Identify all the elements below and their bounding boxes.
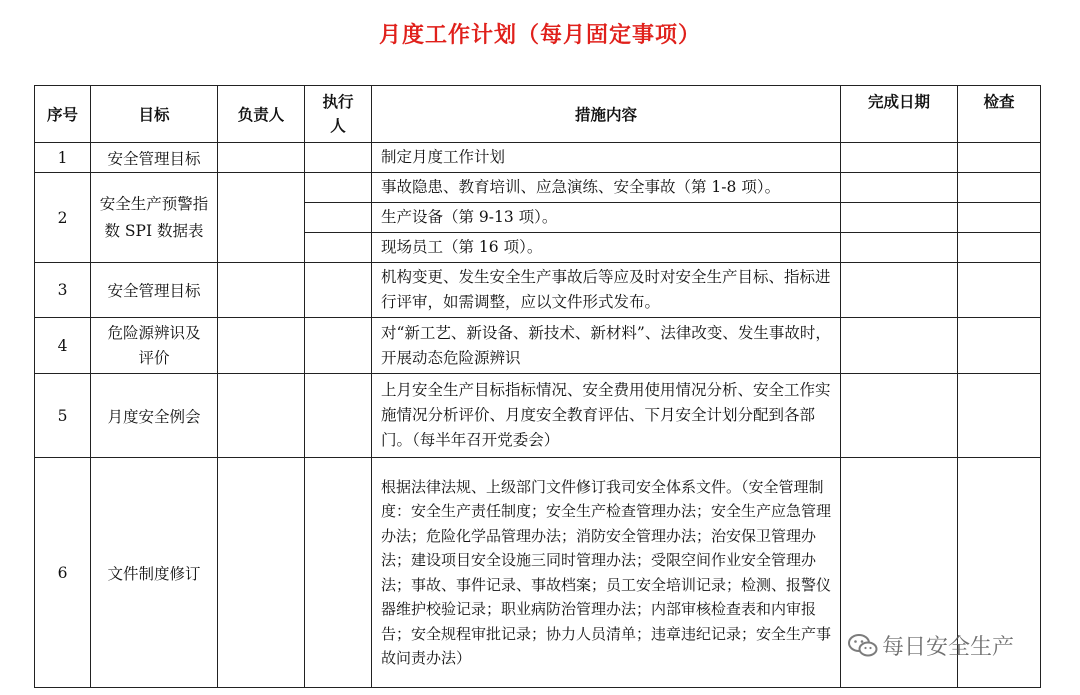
- table-row: [35, 374, 1041, 458]
- table-row: [35, 143, 1041, 173]
- row-owner: [218, 263, 305, 318]
- row-executor: [305, 173, 372, 203]
- row-executor: [305, 263, 372, 318]
- row-executor: [305, 143, 372, 173]
- row-check: [958, 318, 1041, 374]
- row-measure: 机构变更、发生安全生产事故后等应及时对安全生产目标、指标进行评审，如需调整，应以文件形式发布。: [372, 263, 841, 318]
- header-executor: 执行人: [305, 86, 372, 143]
- row-goal: 安全生产预警指数 SPI 数据表: [91, 173, 218, 263]
- header-check: 检查: [958, 86, 1041, 143]
- row-measure: 现场员工（第 16 项）。: [372, 233, 841, 263]
- row-measure: 事故隐患、教育培训、应急演练、安全事故（第 1-8 项）。: [372, 173, 841, 203]
- row-check: [958, 263, 1041, 318]
- page-title: 月度工作计划（每月固定事项）: [378, 23, 701, 48]
- row-goal: 安全管理目标: [91, 263, 218, 318]
- header-owner: 负责人: [218, 86, 305, 143]
- header-measures: 措施内容: [372, 86, 841, 143]
- header-row: [35, 86, 1041, 143]
- row-executor: [305, 458, 372, 688]
- row-measure: 根据法律法规、上级部门文件修订我司安全体系文件。（安全管理制度：安全生产责任制度；安全生产检查管理办法；安全生产应急管理办法；危险化学品管理办法；消防安全管理办法；治安保卫管理办法；建设项目安全设施三同时管理办法；受限空间作业安全管理办法；事故、事件记录、事故档案；员工安全培训记录；检测、报警仪器维护校验记录；职业病防治管理办法；内部审核检查表和内审报告；安全规程审批记录；协力人员清单；违章违纪记录；安全生产事故问责办法）: [372, 458, 841, 688]
- row-owner: [218, 458, 305, 688]
- row-owner: [218, 173, 305, 263]
- row-no: 6: [35, 458, 91, 688]
- row-executor: [305, 203, 372, 233]
- row-measure: 上月安全生产目标指标情况、安全费用使用情况分析、安全工作实施情况分析评价、月度安全教育评估、下月安全计划分配到各部门。（每半年召开党委会）: [372, 374, 841, 458]
- row-goal: 文件制度修订: [91, 458, 218, 688]
- header-goal: 目标: [91, 86, 218, 143]
- row-owner: [218, 374, 305, 458]
- row-date: [841, 203, 958, 233]
- row-executor: [305, 318, 372, 374]
- row-date: [841, 374, 958, 458]
- row-goal: 安全管理目标: [91, 143, 218, 173]
- row-check: [958, 173, 1041, 203]
- row-date: [841, 318, 958, 374]
- row-executor: [305, 233, 372, 263]
- plan-table: [34, 85, 1041, 688]
- table-row: [35, 318, 1041, 374]
- row-no: 5: [35, 374, 91, 458]
- row-date: [841, 263, 958, 318]
- row-owner: [218, 318, 305, 374]
- row-no: 4: [35, 318, 91, 374]
- row-owner: [218, 143, 305, 173]
- row-date: [841, 173, 958, 203]
- table-row: [35, 173, 1041, 203]
- row-goal: 危险源辨识及评价: [91, 318, 218, 374]
- row-executor: [305, 374, 372, 458]
- row-check: [958, 143, 1041, 173]
- row-no: 2: [35, 173, 91, 263]
- row-check: [958, 374, 1041, 458]
- header-no: 序号: [35, 86, 91, 143]
- table-row: [35, 263, 1041, 318]
- row-measure: 生产设备（第 9-13 项）。: [372, 203, 841, 233]
- header-date: 完成日期: [841, 86, 958, 143]
- wechat-icon: [848, 633, 878, 659]
- row-date: [841, 143, 958, 173]
- row-date: [841, 233, 958, 263]
- row-check: [958, 233, 1041, 263]
- row-goal: 月度安全例会: [91, 374, 218, 458]
- row-no: 3: [35, 263, 91, 318]
- row-measure: 对“新工艺、新设备、新技术、新材料”、法律改变、发生事故时，开展动态危险源辨识: [372, 318, 841, 374]
- watermark-text: 每日安全生产: [882, 635, 1015, 660]
- watermark: [848, 630, 1014, 661]
- row-measure: 制定月度工作计划: [372, 143, 841, 173]
- row-check: [958, 203, 1041, 233]
- row-no: 1: [35, 143, 91, 173]
